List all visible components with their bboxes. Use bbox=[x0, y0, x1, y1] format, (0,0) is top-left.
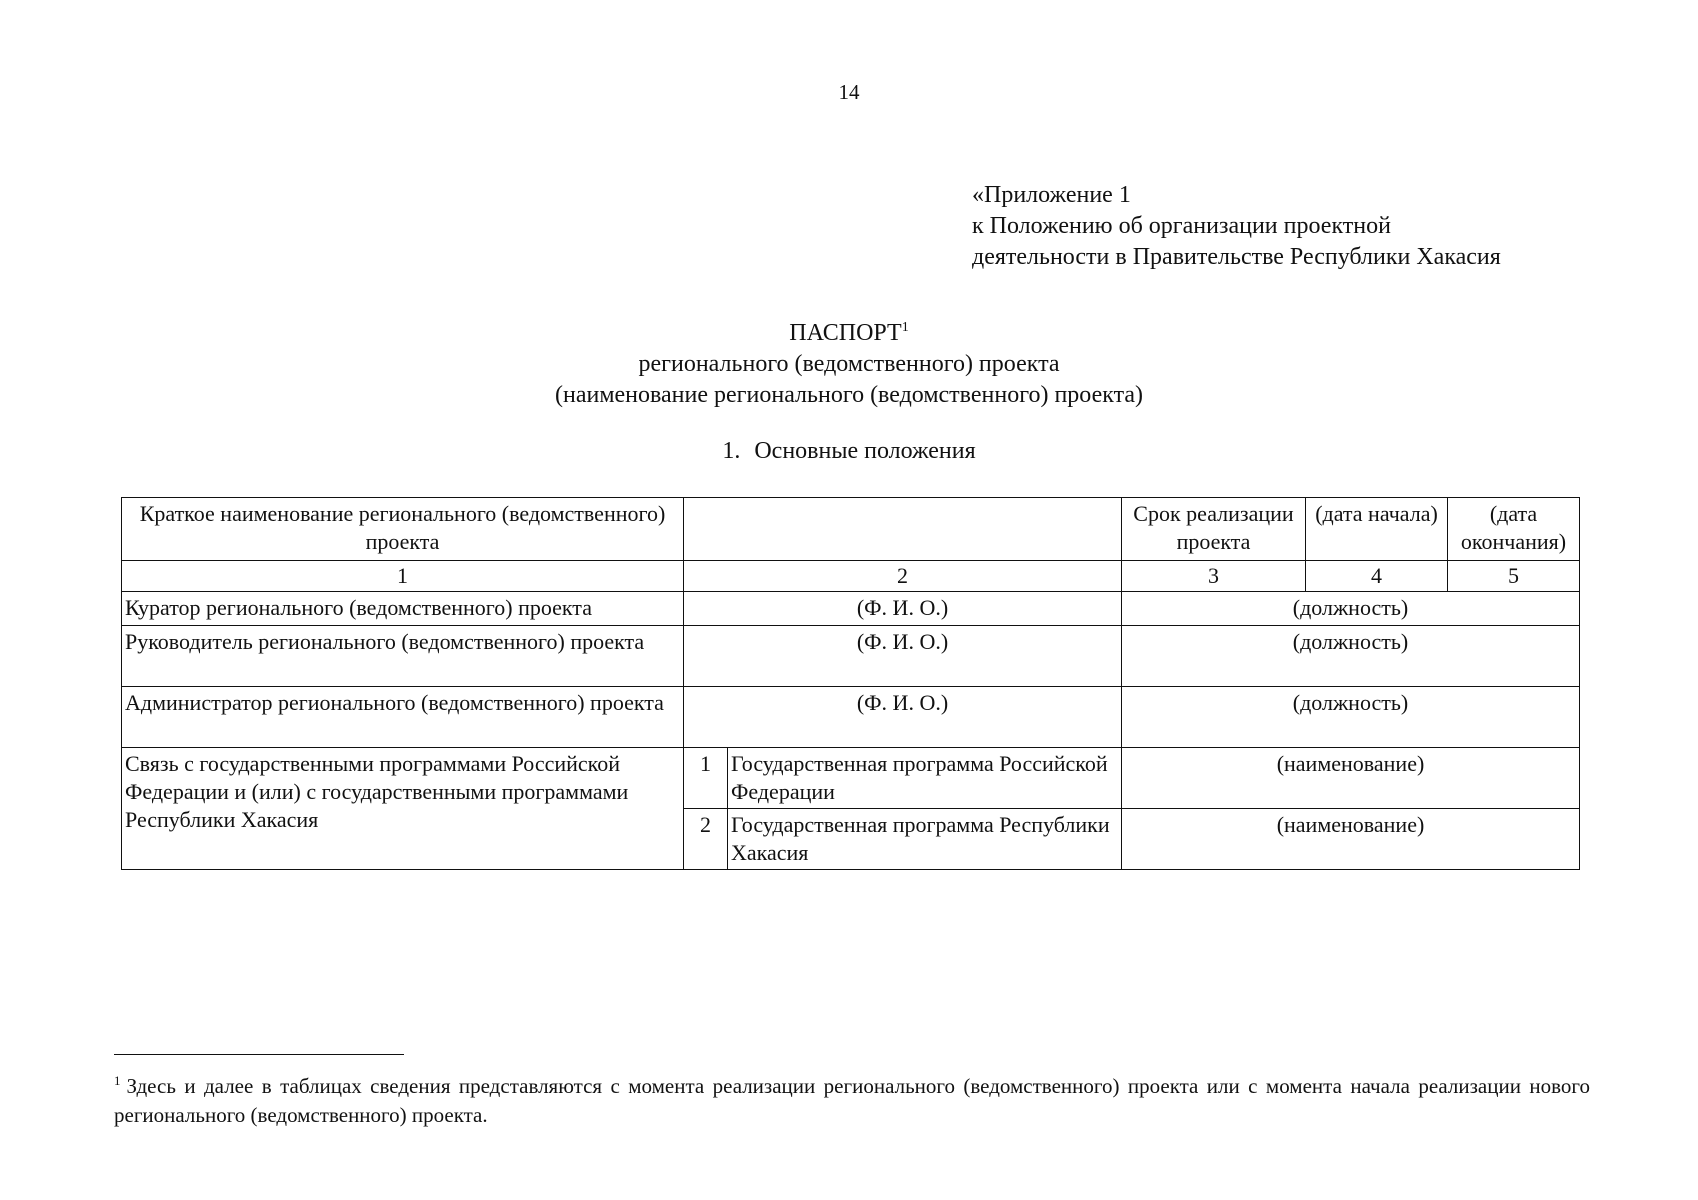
header-start-date: (дата начала) bbox=[1306, 498, 1448, 561]
title-main bbox=[0, 318, 1698, 349]
column-number: 2 bbox=[684, 561, 1122, 592]
row-label: Руководитель регионального (ведомственного) проекта bbox=[122, 626, 684, 687]
passport-table bbox=[121, 497, 1580, 870]
programs-label: Связь с государственными программами Российской Федерации и (или) с государственными программами Республики Хакасия bbox=[122, 748, 684, 870]
section-title: Основные положения bbox=[754, 438, 976, 464]
table-header-row bbox=[122, 498, 1580, 561]
appendix-line-2: к Положению об организации проектной bbox=[972, 213, 1391, 239]
table-row-administrator bbox=[122, 687, 1580, 748]
row-fio: (Ф. И. О.) bbox=[684, 626, 1122, 687]
section-number: 1. bbox=[722, 438, 741, 464]
footnote bbox=[114, 1066, 1590, 1130]
appendix-line-1: «Приложение 1 bbox=[972, 182, 1131, 208]
column-number: 5 bbox=[1448, 561, 1580, 592]
column-number: 4 bbox=[1306, 561, 1448, 592]
table-row-program-1 bbox=[122, 748, 1580, 809]
title-passport: ПАСПОРТ bbox=[789, 320, 902, 346]
column-number: 1 bbox=[122, 561, 684, 592]
page-number: 14 bbox=[838, 80, 860, 104]
title-footnote-mark: 1 bbox=[901, 320, 909, 335]
footnote-mark: 1 bbox=[114, 1073, 121, 1088]
program-number: 2 bbox=[684, 809, 728, 870]
header-short-name: Краткое наименование регионального (ведомственного) проекта bbox=[122, 498, 684, 561]
program-value: (наименование) bbox=[1122, 748, 1580, 809]
appendix-line-3: деятельности в Правительстве Республики Хакасия bbox=[972, 244, 1501, 270]
footnote-text: Здесь и далее в таблицах сведения представляются с момента реализации регионального (ведомственного) проекта или с момента начала реализации нового регионального (ведомственного) проекта. bbox=[114, 1074, 1590, 1127]
title-line-3: (наименование регионального (ведомственного) проекта) bbox=[554, 382, 1143, 408]
table-row-curator bbox=[122, 592, 1580, 626]
title-line-2: регионального (ведомственного) проекта bbox=[638, 351, 1060, 377]
program-name: Государственная программа Республики Хакасия bbox=[728, 809, 1122, 870]
appendix-note bbox=[972, 180, 1501, 273]
section-heading bbox=[0, 438, 1698, 465]
row-position: (должность) bbox=[1122, 626, 1580, 687]
program-number: 1 bbox=[684, 748, 728, 809]
program-value: (наименование) bbox=[1122, 809, 1580, 870]
document-title bbox=[0, 318, 1698, 411]
row-position: (должность) bbox=[1122, 592, 1580, 626]
table-row-head bbox=[122, 626, 1580, 687]
column-number: 3 bbox=[1122, 561, 1306, 592]
header-blank bbox=[684, 498, 1122, 561]
row-label: Куратор регионального (ведомственного) проекта bbox=[122, 592, 684, 626]
footnote-divider bbox=[114, 1054, 404, 1055]
row-fio: (Ф. И. О.) bbox=[684, 592, 1122, 626]
column-number-row bbox=[122, 561, 1580, 592]
header-term: Срок реализации проекта bbox=[1122, 498, 1306, 561]
header-end-date: (дата окончания) bbox=[1448, 498, 1580, 561]
program-name: Государственная программа Российской Федерации bbox=[728, 748, 1122, 809]
row-position: (должность) bbox=[1122, 687, 1580, 748]
row-label: Администратор регионального (ведомственного) проекта bbox=[122, 687, 684, 748]
row-fio: (Ф. И. О.) bbox=[684, 687, 1122, 748]
